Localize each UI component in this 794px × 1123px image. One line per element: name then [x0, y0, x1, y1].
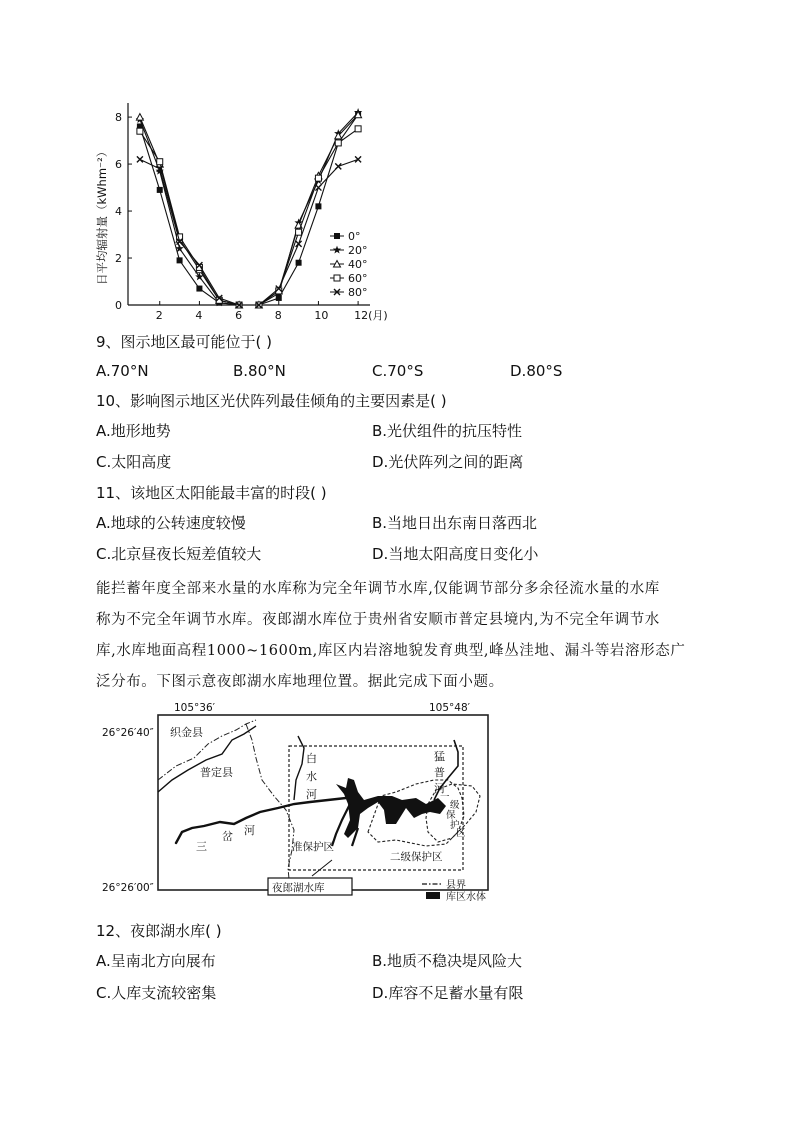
data-point	[355, 156, 361, 162]
label-baishui-2: 水	[306, 770, 317, 783]
q12-option-b[interactable]: B.地质不稳决堤风险大	[372, 952, 523, 970]
legend-label: 60°	[348, 272, 368, 285]
data-point	[296, 260, 302, 266]
data-point	[296, 229, 302, 235]
q9-option-d[interactable]: D.80°S	[510, 362, 563, 380]
label-zone-right-1: 一	[440, 792, 450, 803]
passage-line-3: 库,水库地面高程1000~1600m,库区内岩溶地貌发育典型,峰丛洼地、漏斗等岩溶形态广	[96, 643, 686, 659]
label-baishui-1: 白	[306, 752, 317, 765]
question-9-stem: 9、图示地区最可能位于( )	[96, 333, 273, 351]
reservoir-map	[96, 700, 500, 905]
q11-option-d[interactable]: D.当地太阳高度日变化小	[372, 545, 539, 563]
y-tick-label: 4	[115, 205, 122, 219]
legend-marker	[334, 233, 340, 239]
label-zone-right-4: 护	[450, 820, 460, 831]
data-point	[335, 140, 341, 146]
data-point	[315, 175, 321, 181]
lat-top-label: 26°26′40″	[102, 727, 154, 739]
data-point	[157, 159, 163, 165]
x-tick-label: 6	[235, 309, 243, 322]
radiation-line-chart	[88, 95, 408, 327]
label-zone-right-5: 区	[456, 828, 466, 839]
q12-option-a[interactable]: A.呈南北方向展布	[96, 952, 216, 970]
q11-option-b[interactable]: B.当地日出东南日落西北	[372, 514, 538, 532]
series-line-4	[140, 159, 358, 305]
q10-option-d[interactable]: D.光伏阵列之间的距离	[372, 453, 524, 471]
question-10-stem: 10、影响图示地区光伏阵列最佳倾角的主要因素是( )	[96, 392, 447, 410]
label-sancha-3: 河	[244, 824, 255, 837]
legend-water-symbol	[426, 892, 440, 899]
data-point	[177, 257, 183, 263]
legend-label: 80°	[348, 286, 368, 299]
x-tick-label: 8	[274, 309, 282, 322]
data-point	[335, 163, 341, 169]
q10-option-b[interactable]: B.光伏组件的抗压特性	[372, 422, 523, 440]
data-point	[137, 156, 143, 162]
reservoir-callout-label: 夜郎湖水库	[272, 882, 325, 894]
label-zone-right-3: 保	[446, 810, 456, 821]
legend-marker	[333, 246, 341, 254]
label-sancha-1: 三	[196, 840, 207, 853]
data-point	[157, 187, 163, 193]
data-point	[315, 203, 321, 209]
q12-option-c[interactable]: C.人库支流较密集	[96, 984, 217, 1002]
legend-marker	[334, 275, 340, 281]
label-zone-right-2: 级	[450, 800, 460, 811]
passage-line-1: 能拦蓄年度全部来水量的水库称为完全年调节水库,仅能调节部分多余径流水量的水库	[96, 581, 660, 597]
label-zone-primary: 准保护区	[292, 841, 334, 853]
y-tick-label: 8	[115, 111, 122, 125]
q10-option-c[interactable]: C.太阳高度	[96, 453, 172, 471]
data-point	[136, 114, 143, 121]
lat-bottom-label: 26°26′00″	[102, 882, 154, 894]
q11-option-a[interactable]: A.地球的公转速度较慢	[96, 514, 246, 532]
label-sancha-2: 岔	[222, 830, 233, 843]
label-mengpu-3: 河	[434, 782, 445, 795]
q9-option-b[interactable]: B.80°N	[233, 362, 286, 380]
y-tick-label: 6	[115, 158, 122, 172]
label-zhijin: 织金县	[170, 726, 203, 739]
data-point	[355, 126, 361, 132]
x-tick-label: 4	[195, 309, 203, 322]
data-point	[315, 185, 321, 191]
data-point	[137, 128, 143, 134]
data-point	[296, 241, 302, 247]
x-tick-label: 10	[314, 309, 329, 322]
x-tick-label: 12(月)	[354, 309, 388, 322]
question-12-stem: 12、夜郎湖水库( )	[96, 922, 222, 940]
legend-label: 40°	[348, 258, 368, 271]
lon-left-label: 105°36′	[174, 702, 216, 714]
q9-option-a[interactable]: A.70°N	[96, 362, 149, 380]
q9-option-c[interactable]: C.70°S	[372, 362, 424, 380]
legend-boundary-label: 县界	[446, 880, 466, 891]
legend-label: 0°	[348, 230, 361, 243]
legend-label: 20°	[348, 244, 368, 257]
y-tick-label: 0	[115, 299, 122, 312]
label-baishui-3: 河	[306, 788, 317, 801]
legend-water-label: 库区水体	[446, 892, 486, 903]
q10-option-a[interactable]: A.地形地势	[96, 422, 171, 440]
question-11-stem: 11、该地区太阳能最丰富的时段( )	[96, 484, 327, 502]
y-tick-label: 2	[115, 252, 122, 266]
data-point	[196, 286, 202, 292]
q12-option-d[interactable]: D.库容不足蓄水量有限	[372, 984, 524, 1002]
x-tick-label: 2	[155, 309, 163, 322]
lon-right-label: 105°48′	[429, 702, 471, 714]
label-zone-secondary: 二级保护区	[390, 851, 443, 863]
label-mengpu-1: 猛	[434, 750, 445, 763]
passage-line-4: 泛分布。下图示意夜郎湖水库地理位置。据此完成下面小题。	[96, 674, 504, 690]
passage	[96, 574, 706, 698]
label-puding: 普定县	[200, 766, 233, 779]
passage-line-2: 称为不完全年调节水库。夜郎湖水库位于贵州省安顺市普定县境内,为不完全年调节水	[96, 612, 660, 628]
y-axis-label: 日平均辐射量（kWhm⁻²）	[95, 145, 109, 285]
label-mengpu-2: 普	[434, 766, 445, 779]
q11-option-c[interactable]: C.北京昼夜长短差值较大	[96, 545, 262, 563]
